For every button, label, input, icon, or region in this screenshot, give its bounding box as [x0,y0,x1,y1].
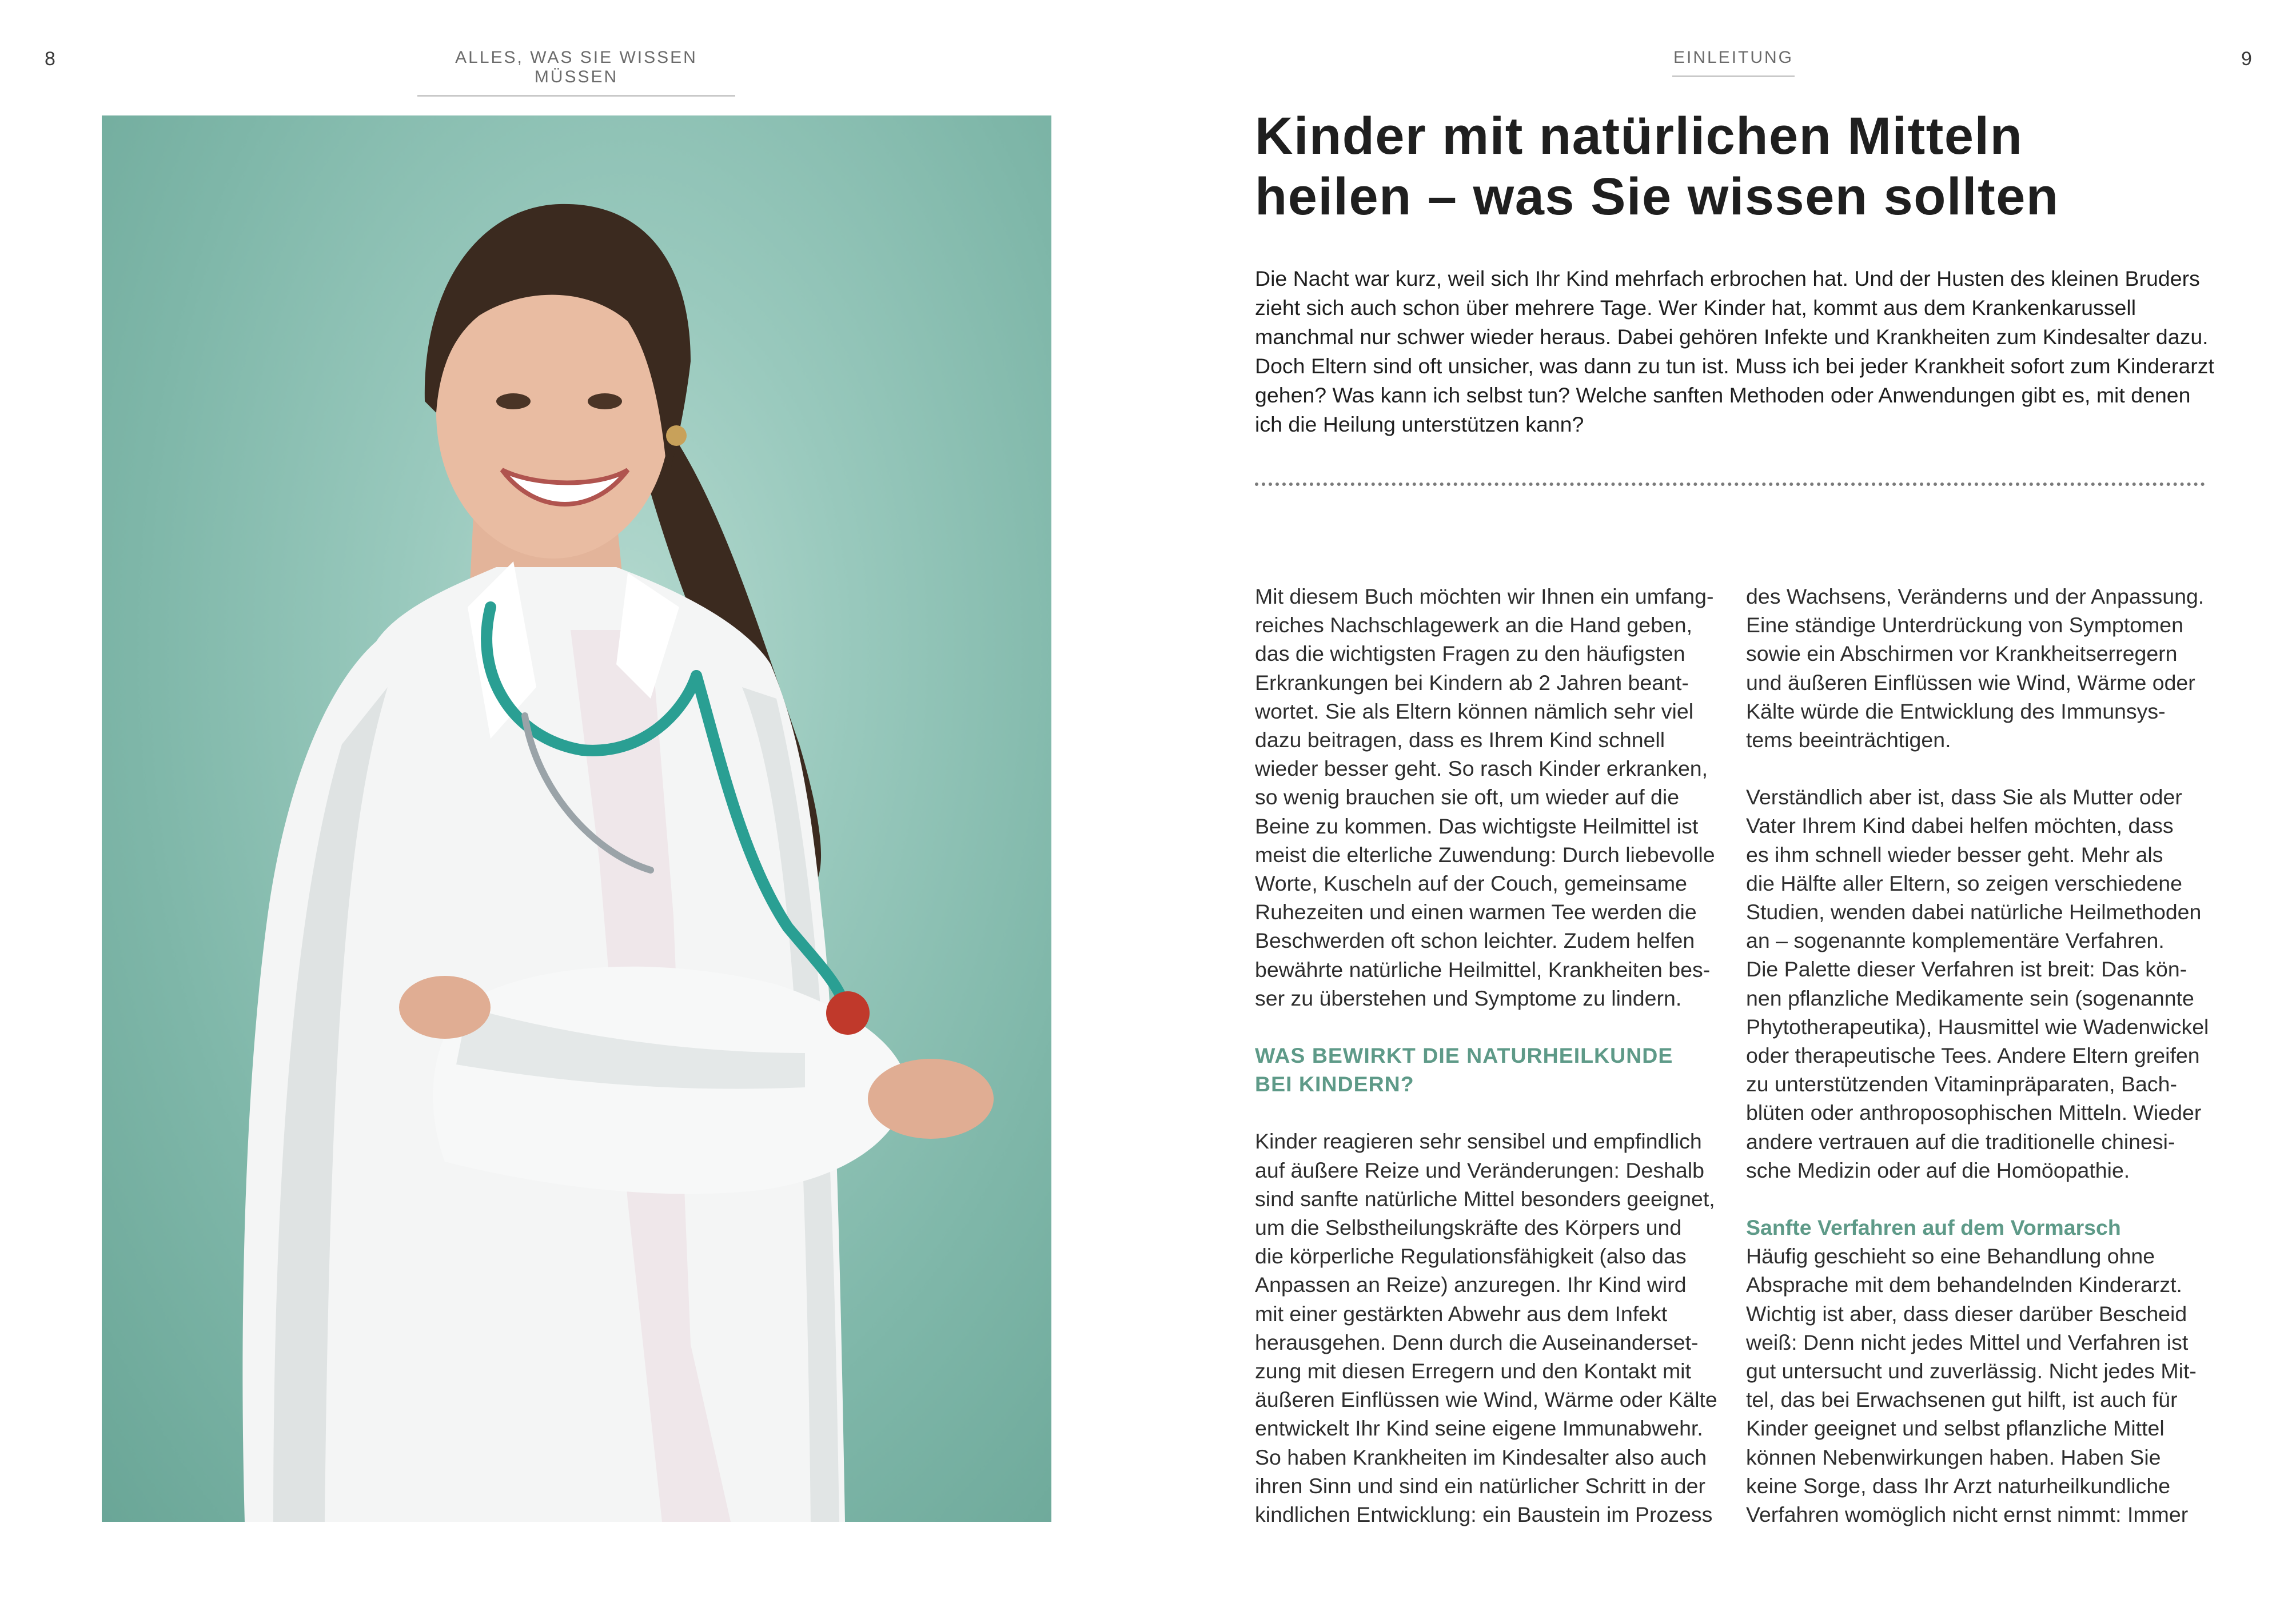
text-line: Erkrankungen bei Kindern ab 2 Jahren beant- [1255,670,1689,695]
text-line: an – sogenannte komplementäre Verfahren. [1746,928,2165,953]
text-line: Mit diesem Buch möchten wir Ihnen ein umfang- [1255,584,1714,608]
text-line: Verfahren womöglich nicht ernst nimmt: Immer [1746,1502,2189,1527]
text-line: Häufig geschieht so eine Behandlung ohne [1746,1244,2155,1269]
text-line: um die Selbstheilungskräfte des Körpers und [1255,1215,1682,1240]
text-line: tems beeinträchtigen. [1746,728,1951,752]
text-line: Die Palette dieser Verfahren ist breit: Das kön- [1746,957,2187,982]
text-line: Vater Ihrem Kind dabei helfen möchten, dass [1746,814,2174,838]
paragraph [1255,582,1718,1012]
text-line: die körperliche Regulationsfähigkeit (also das [1255,1244,1687,1269]
text-line: Kälte würde die Entwicklung des Immunsys- [1746,699,2166,723]
text-line: Worte, Kuscheln auf der Couch, gemeinsame [1255,871,1687,896]
subheading: Sanfte Verfahren auf dem Vormarsch [1746,1215,2121,1240]
text-line: weiß: Denn nicht jedes Mittel und Verfahren ist [1746,1330,2189,1354]
chapter-headline [1255,106,2227,227]
text-line: zu unterstützenden Vitaminpräparaten, Bach- [1746,1072,2177,1096]
text-line: mit einer gestärkten Abwehr aus dem Infekt [1255,1301,1668,1326]
dotted-divider [1255,483,2205,486]
paragraph [1255,1127,1718,1529]
text-line: zung mit diesen Erregern und den Kontakt mit [1255,1359,1691,1383]
text-line: können Nebenwirkungen haben. Haben Sie [1746,1445,2161,1469]
text-line: ihren Sinn und sind ein natürlicher Schritt in der [1255,1473,1705,1498]
text-column-right [1746,582,2215,1529]
stethoscope-chestpiece [826,991,870,1035]
text-line: Kinder reagieren sehr sensibel und empfindlich [1255,1129,1702,1154]
text-line: tel, das bei Erwachsenen gut hilft, ist auch für [1746,1387,2178,1412]
text-line: Beine zu kommen. Das wichtigste Heilmittel ist [1255,814,1699,838]
heading-line: BEI KINDERN? [1255,1072,1414,1096]
text-line: ser zu überstehen und Symptome zu lindern. [1255,986,1682,1010]
text-line: herausgehen. Denn durch die Auseinanderset- [1255,1330,1699,1354]
text-line: das die wichtigsten Fragen zu den häufigsten [1255,641,1685,666]
page-number-right: 9 [2241,48,2252,70]
text-line: oder therapeutische Tees. Andere Eltern greifen [1746,1043,2200,1068]
text-line: gut untersucht und zuverlässig. Nicht jedes Mit- [1746,1359,2197,1383]
text-line: so wenig brauchen sie oft, um wieder auf die [1255,785,1680,810]
text-line: wortet. Sie als Eltern können nämlich sehr viel [1255,699,1694,723]
text-line: Ruhezeiten und einen warmen Tee werden die [1255,900,1697,924]
text-line: blüten oder anthroposophischen Mitteln. Wieder [1746,1100,2202,1125]
text-line: auf äußere Reize und Veränderungen: Deshalb [1255,1158,1704,1182]
page-number-left: 8 [45,48,55,70]
headline-line: heilen – was Sie wissen sollten [1255,168,2059,226]
running-head-left: ALLES, WAS SIE WISSEN MÜSSEN [417,48,735,97]
text-line: So haben Krankheiten im Kindesalter also auch [1255,1445,1707,1469]
text-line: sind sanfte natürliche Mittel besonders geeignet, [1255,1186,1715,1211]
text-line: Phytotherapeutika), Hausmittel wie Wadenwickel [1746,1014,2209,1039]
text-line: andere vertrauen auf die traditionelle chinesi- [1746,1129,2175,1154]
paragraph [1746,1242,2215,1529]
text-line: und äußeren Einflüssen wie Wind, Wärme oder [1746,670,2195,695]
headline-line: Kinder mit natürlichen Mitteln [1255,107,2023,165]
text-line: sowie ein Abschirmen vor Krankheitserregern [1746,641,2178,666]
text-line: äußeren Einflüssen wie Wind, Wärme oder Kälte [1255,1387,1717,1412]
hand-right [868,1059,994,1139]
text-line: sche Medizin oder auf die Homöopathie. [1746,1158,2130,1182]
text-line: Studien, wenden dabei natürliche Heilmethoden [1746,900,2202,924]
text-line: kindlichen Entwicklung: ein Baustein im Prozess [1255,1502,1713,1527]
text-line: Anpassen an Reize) anzuregen. Ihr Kind wird [1255,1273,1687,1297]
text-line: die Hälfte aller Eltern, so zeigen verschiedene [1746,871,2182,895]
text-line: Beschwerden oft schon leichter. Zudem helfen [1255,928,1695,953]
paragraph [1746,783,2215,1185]
text-line: Absprache mit dem behandelnden Kinderarzt. [1746,1273,2182,1297]
text-line: nen pflanzliche Medikamente sein (sogenannte [1746,986,2194,1010]
text-line: reiches Nachschlagewerk an die Hand geben, [1255,613,1693,637]
text-line: entwickelt Ihr Kind seine eigene Immunabwehr. [1255,1416,1703,1441]
text-line: keine Sorge, dass Ihr Arzt naturheilkundliche [1746,1473,2171,1498]
lead-paragraph: Die Nacht war kurz, weil sich Ihr Kind mehrfach erbrochen hat. Und der Husten des kleinen Bruders zieht sich auch schon über mehrere Tage. Wer Kinder hat, kommt aus dem Krankenkarussell manchmal nur schwer wieder heraus. Dabei gehören Infekte und Krankheiten zum Kindesalter dazu. Doch Eltern sind oft unsicher, was dann zu tun ist. Muss ich bei jeder Krankheit sofort zum Kinderarzt gehen? Was kann ich selbst tun? Welche sanften Methoden oder Anwendungen gibt es, mit denen ich die Heilung unterstützen kann? [1255,266,2214,436]
text-line: Eine ständige Unterdrückung von Symptomen [1746,613,2184,637]
heading-line: WAS BEWIRKT DIE NATURHEILKUNDE [1255,1043,1673,1068]
running-head-right: EINLEITUNG [1672,48,1795,77]
text-line: meist die elterliche Zuwendung: Durch liebevolle [1255,842,1715,867]
text-line: Kinder geeignet und selbst pflanzliche Mittel [1746,1416,2165,1441]
text-line: Wichtig ist aber, dass dieser darüber Bescheid [1746,1301,2187,1326]
earring [666,425,687,446]
text-line: es ihm schnell wieder besser geht. Mehr als [1746,842,2163,867]
text-column-left [1255,582,1718,1529]
paragraph [1746,582,2215,754]
text-line: bewährte natürliche Heilmittel, Krankheiten bes- [1255,957,1711,982]
section-heading [1255,1041,1718,1098]
doctor-portrait-photo [102,115,1051,1522]
text-line: wieder besser geht. So rasch Kinder erkranken, [1255,756,1708,781]
text-line: dazu beitragen, dass es Ihrem Kind schnell [1255,728,1665,752]
text-line: Verständlich aber ist, dass Sie als Mutter oder [1746,785,2182,810]
hand-left [399,976,491,1039]
text-line: des Wachsens, Veränderns und der Anpassung. [1746,584,2205,608]
